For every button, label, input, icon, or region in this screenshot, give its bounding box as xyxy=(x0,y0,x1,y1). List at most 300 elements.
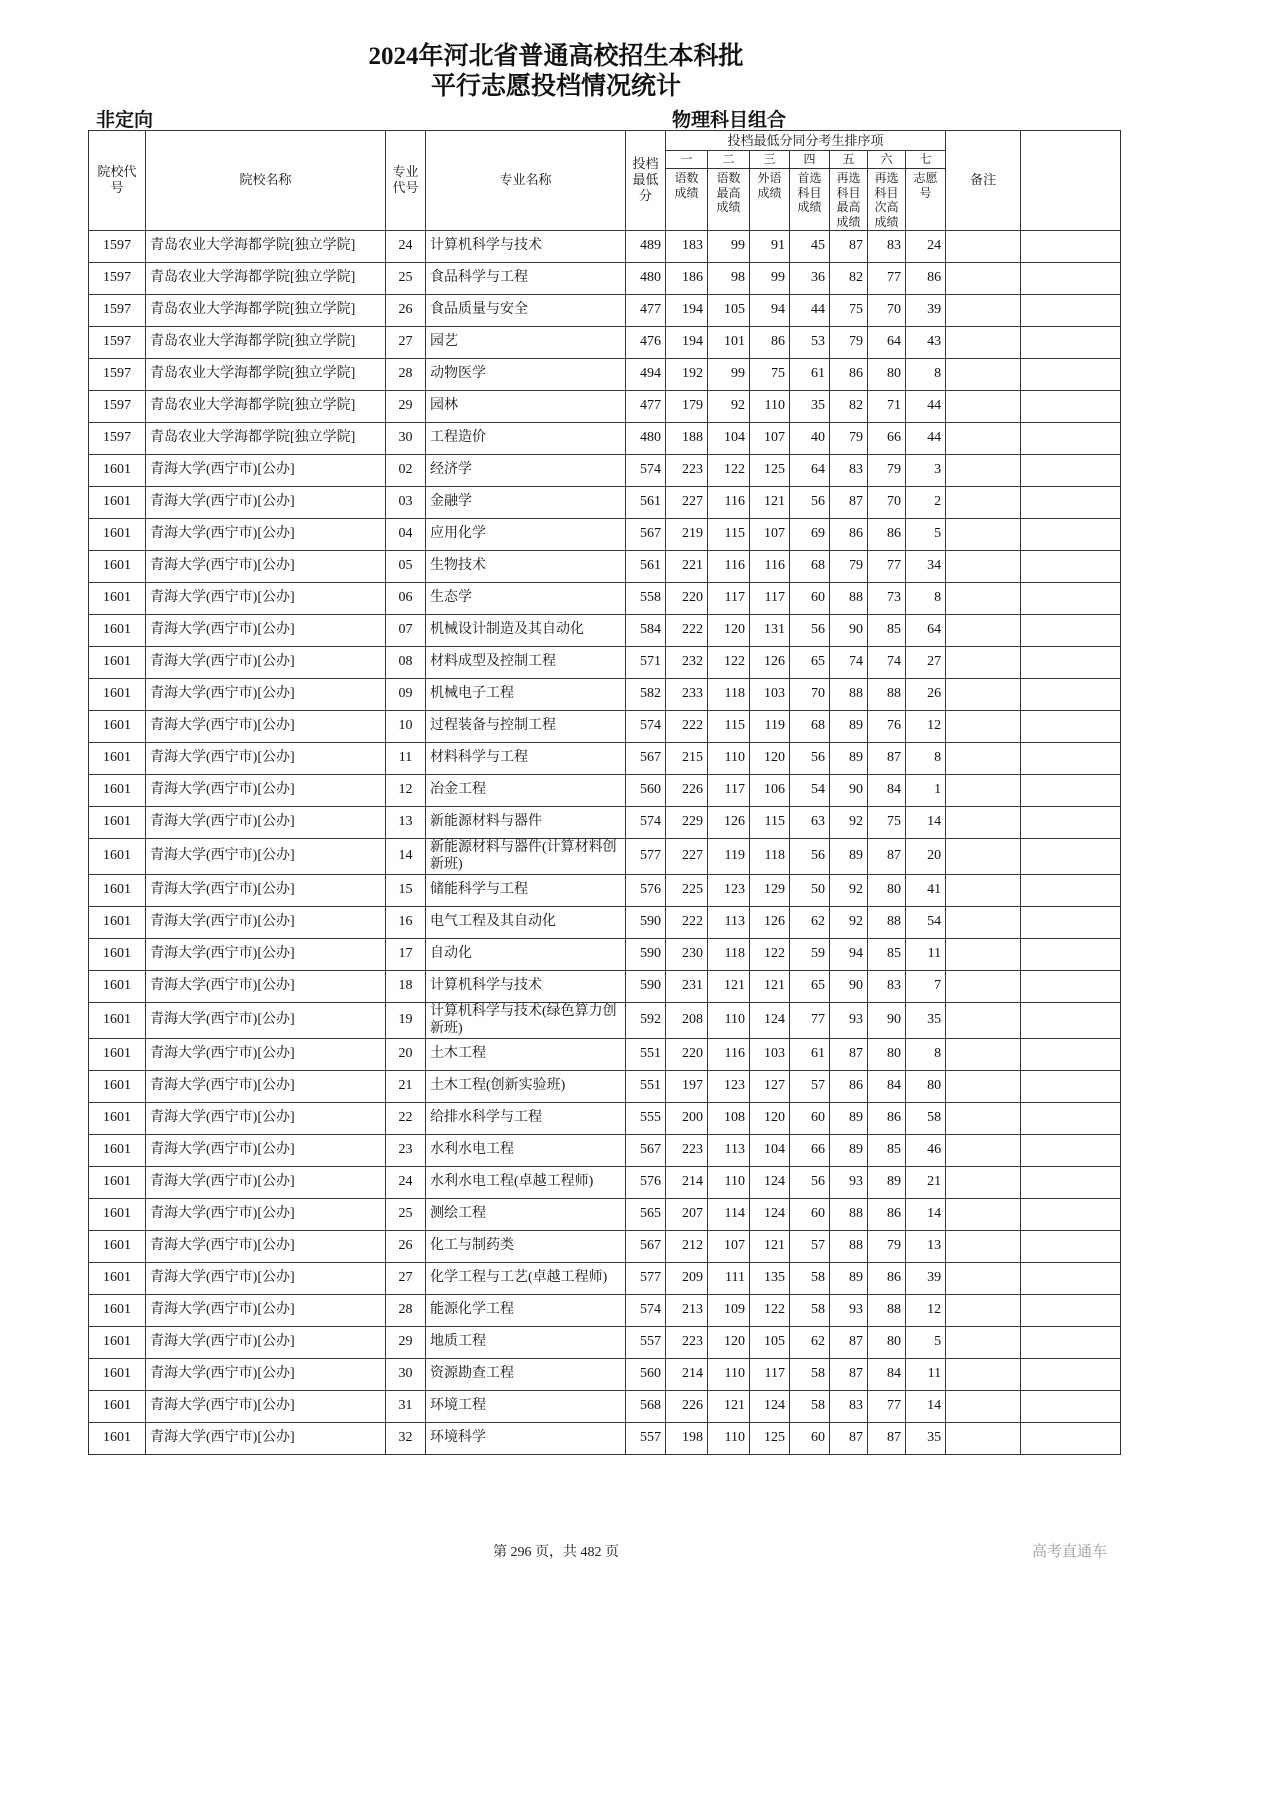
cell-sort-7: 14 xyxy=(906,806,946,838)
cell-sort-7: 35 xyxy=(906,1422,946,1454)
cell-sort-3: 119 xyxy=(750,710,790,742)
cell-major-name: 化学工程与工艺(卓越工程师) xyxy=(426,1262,626,1294)
table-body xyxy=(89,230,1121,1454)
cell-remark xyxy=(946,646,1021,678)
cell-sort-3: 115 xyxy=(750,806,790,838)
cell-major-name: 计算机科学与技术 xyxy=(426,970,626,1002)
cell-sort-5: 90 xyxy=(830,970,868,1002)
cell-sort-4: 56 xyxy=(790,1166,830,1198)
cell-sort-5: 79 xyxy=(830,422,868,454)
cell-sort-2: 98 xyxy=(708,262,750,294)
cell-sort-4: 60 xyxy=(790,1422,830,1454)
table-row xyxy=(89,1134,1121,1166)
cell-sort-5: 88 xyxy=(830,1198,868,1230)
cell-remark xyxy=(946,550,1021,582)
cell-college-code: 1601 xyxy=(89,1230,146,1262)
cell-college-name: 青海大学(西宁市)[公办] xyxy=(146,486,386,518)
cell-college-name: 青岛农业大学海都学院[独立学院] xyxy=(146,358,386,390)
cell-major-name: 生态学 xyxy=(426,582,626,614)
cell-sort-5: 93 xyxy=(830,1002,868,1038)
cell-sort-4: 56 xyxy=(790,486,830,518)
table-row xyxy=(89,1230,1121,1262)
cell-sort-4: 58 xyxy=(790,1294,830,1326)
cell-major-code: 15 xyxy=(386,874,426,906)
table-row xyxy=(89,582,1121,614)
cell-sort-3: 121 xyxy=(750,970,790,1002)
cell-remark xyxy=(946,518,1021,550)
cell-sort-1: 222 xyxy=(666,710,708,742)
cell-sort-2: 111 xyxy=(708,1262,750,1294)
cell-sort-3: 120 xyxy=(750,742,790,774)
cell-sort-4: 56 xyxy=(790,614,830,646)
cell-sort-6: 89 xyxy=(868,1166,906,1198)
table-row xyxy=(89,294,1121,326)
cell-sort-5: 92 xyxy=(830,806,868,838)
cell-min-score: 551 xyxy=(626,1070,666,1102)
cell-trailing xyxy=(1021,262,1121,294)
cell-sort-6: 73 xyxy=(868,582,906,614)
cell-college-name: 青海大学(西宁市)[公办] xyxy=(146,1230,386,1262)
cell-sort-3: 117 xyxy=(750,582,790,614)
cell-sort-7: 8 xyxy=(906,358,946,390)
cell-sort-3: 106 xyxy=(750,774,790,806)
cell-major-code: 27 xyxy=(386,1262,426,1294)
cell-sort-4: 57 xyxy=(790,1070,830,1102)
cell-sort-2: 121 xyxy=(708,1390,750,1422)
cell-remark xyxy=(946,1038,1021,1070)
cell-major-code: 02 xyxy=(386,454,426,486)
cell-sort-5: 89 xyxy=(830,1262,868,1294)
cell-college-name: 青海大学(西宁市)[公办] xyxy=(146,806,386,838)
cell-sort-5: 89 xyxy=(830,742,868,774)
cell-sort-2: 122 xyxy=(708,454,750,486)
cell-sort-2: 108 xyxy=(708,1102,750,1134)
cell-college-code: 1601 xyxy=(89,1326,146,1358)
admission-table xyxy=(88,130,1121,1455)
cell-major-name: 材料科学与工程 xyxy=(426,742,626,774)
cell-sort-4: 61 xyxy=(790,358,830,390)
cell-sort-4: 53 xyxy=(790,326,830,358)
cell-college-code: 1601 xyxy=(89,838,146,874)
cell-sort-2: 105 xyxy=(708,294,750,326)
cell-min-score: 565 xyxy=(626,1198,666,1230)
cell-sort-7: 13 xyxy=(906,1230,946,1262)
cell-sort-7: 58 xyxy=(906,1102,946,1134)
cell-sort-3: 118 xyxy=(750,838,790,874)
cell-college-code: 1601 xyxy=(89,1166,146,1198)
cell-sort-6: 90 xyxy=(868,1002,906,1038)
cell-major-code: 14 xyxy=(386,838,426,874)
cell-sort-7: 86 xyxy=(906,262,946,294)
header-sort-label-1: 语数成绩 xyxy=(666,169,708,231)
cell-sort-4: 36 xyxy=(790,262,830,294)
cell-sort-1: 192 xyxy=(666,358,708,390)
cell-sort-6: 85 xyxy=(868,938,906,970)
cell-sort-2: 110 xyxy=(708,1166,750,1198)
cell-sort-5: 87 xyxy=(830,230,868,262)
cell-sort-2: 110 xyxy=(708,1422,750,1454)
cell-major-name: 冶金工程 xyxy=(426,774,626,806)
cell-sort-3: 99 xyxy=(750,262,790,294)
table-row xyxy=(89,646,1121,678)
cell-major-name: 机械电子工程 xyxy=(426,678,626,710)
cell-sort-3: 86 xyxy=(750,326,790,358)
cell-major-code: 18 xyxy=(386,970,426,1002)
cell-sort-3: 103 xyxy=(750,1038,790,1070)
cell-trailing xyxy=(1021,938,1121,970)
cell-sort-1: 223 xyxy=(666,454,708,486)
header-min-score: 投档最低分 xyxy=(626,131,666,231)
cell-remark xyxy=(946,486,1021,518)
cell-trailing xyxy=(1021,614,1121,646)
cell-sort-1: 230 xyxy=(666,938,708,970)
cell-major-name: 经济学 xyxy=(426,454,626,486)
cell-sort-3: 131 xyxy=(750,614,790,646)
cell-sort-7: 5 xyxy=(906,1326,946,1358)
cell-college-name: 青海大学(西宁市)[公办] xyxy=(146,1390,386,1422)
plan-type-label: 非定向 xyxy=(96,110,154,131)
cell-sort-1: 194 xyxy=(666,294,708,326)
cell-sort-6: 83 xyxy=(868,230,906,262)
cell-min-score: 476 xyxy=(626,326,666,358)
cell-sort-3: 107 xyxy=(750,422,790,454)
cell-min-score: 567 xyxy=(626,742,666,774)
table-row xyxy=(89,710,1121,742)
header-sort-num-4: 四 xyxy=(790,151,830,169)
cell-remark xyxy=(946,970,1021,1002)
cell-trailing xyxy=(1021,1198,1121,1230)
cell-college-code: 1601 xyxy=(89,1198,146,1230)
cell-trailing xyxy=(1021,1422,1121,1454)
cell-sort-1: 214 xyxy=(666,1166,708,1198)
cell-sort-6: 70 xyxy=(868,294,906,326)
cell-remark xyxy=(946,806,1021,838)
cell-college-code: 1601 xyxy=(89,1038,146,1070)
section-labels xyxy=(88,102,1120,130)
cell-major-code: 32 xyxy=(386,1422,426,1454)
cell-sort-1: 226 xyxy=(666,1390,708,1422)
table-row xyxy=(89,326,1121,358)
content xyxy=(88,102,1120,1455)
cell-sort-6: 88 xyxy=(868,1294,906,1326)
cell-trailing xyxy=(1021,970,1121,1002)
cell-min-score: 560 xyxy=(626,774,666,806)
cell-major-code: 09 xyxy=(386,678,426,710)
cell-college-code: 1601 xyxy=(89,710,146,742)
header-sort-label-7: 志愿号 xyxy=(906,169,946,231)
header-sort-num-3: 三 xyxy=(750,151,790,169)
cell-sort-2: 99 xyxy=(708,358,750,390)
cell-sort-3: 107 xyxy=(750,518,790,550)
cell-sort-3: 122 xyxy=(750,1294,790,1326)
cell-sort-4: 77 xyxy=(790,1002,830,1038)
cell-remark xyxy=(946,1262,1021,1294)
cell-remark xyxy=(946,582,1021,614)
cell-sort-1: 207 xyxy=(666,1198,708,1230)
cell-sort-7: 44 xyxy=(906,390,946,422)
cell-sort-3: 120 xyxy=(750,1102,790,1134)
cell-min-score: 551 xyxy=(626,1038,666,1070)
cell-sort-5: 83 xyxy=(830,454,868,486)
cell-sort-4: 56 xyxy=(790,742,830,774)
cell-sort-4: 60 xyxy=(790,1198,830,1230)
cell-major-code: 27 xyxy=(386,326,426,358)
cell-sort-5: 89 xyxy=(830,710,868,742)
cell-min-score: 557 xyxy=(626,1326,666,1358)
cell-sort-7: 8 xyxy=(906,1038,946,1070)
cell-trailing xyxy=(1021,454,1121,486)
cell-trailing xyxy=(1021,678,1121,710)
cell-sort-7: 27 xyxy=(906,646,946,678)
table-row xyxy=(89,230,1121,262)
cell-sort-7: 39 xyxy=(906,1262,946,1294)
page-number: 第 296 页，共 482 页 xyxy=(493,1545,619,1560)
cell-sort-2: 116 xyxy=(708,550,750,582)
cell-major-code: 21 xyxy=(386,1070,426,1102)
header-sort-group: 投档最低分同分考生排序项 xyxy=(666,131,946,151)
cell-sort-1: 227 xyxy=(666,486,708,518)
cell-major-code: 19 xyxy=(386,1002,426,1038)
cell-sort-5: 82 xyxy=(830,390,868,422)
cell-college-name: 青海大学(西宁市)[公办] xyxy=(146,1002,386,1038)
cell-min-score: 577 xyxy=(626,1262,666,1294)
cell-trailing xyxy=(1021,358,1121,390)
cell-major-code: 12 xyxy=(386,774,426,806)
cell-remark xyxy=(946,1198,1021,1230)
cell-remark xyxy=(946,1230,1021,1262)
cell-sort-1: 220 xyxy=(666,1038,708,1070)
cell-major-code: 05 xyxy=(386,550,426,582)
cell-sort-5: 89 xyxy=(830,838,868,874)
cell-sort-3: 135 xyxy=(750,1262,790,1294)
cell-college-code: 1601 xyxy=(89,1358,146,1390)
header-sort-label-6: 再选科目次高成绩 xyxy=(868,169,906,231)
cell-sort-6: 80 xyxy=(868,874,906,906)
cell-major-code: 31 xyxy=(386,1390,426,1422)
table-row xyxy=(89,518,1121,550)
cell-college-name: 青海大学(西宁市)[公办] xyxy=(146,1326,386,1358)
cell-sort-2: 122 xyxy=(708,646,750,678)
cell-sort-4: 60 xyxy=(790,1102,830,1134)
cell-sort-1: 219 xyxy=(666,518,708,550)
cell-sort-7: 14 xyxy=(906,1198,946,1230)
cell-remark xyxy=(946,1070,1021,1102)
cell-major-code: 17 xyxy=(386,938,426,970)
cell-sort-6: 88 xyxy=(868,906,906,938)
cell-sort-6: 84 xyxy=(868,1358,906,1390)
cell-remark xyxy=(946,422,1021,454)
cell-sort-4: 58 xyxy=(790,1262,830,1294)
cell-sort-7: 11 xyxy=(906,938,946,970)
cell-major-code: 10 xyxy=(386,710,426,742)
cell-remark xyxy=(946,906,1021,938)
cell-sort-2: 113 xyxy=(708,906,750,938)
cell-college-code: 1601 xyxy=(89,1102,146,1134)
table-row xyxy=(89,1102,1121,1134)
cell-college-name: 青海大学(西宁市)[公办] xyxy=(146,1358,386,1390)
cell-sort-4: 50 xyxy=(790,874,830,906)
cell-remark xyxy=(946,262,1021,294)
cell-major-name: 水利水电工程(卓越工程师) xyxy=(426,1166,626,1198)
cell-sort-6: 77 xyxy=(868,262,906,294)
cell-college-name: 青海大学(西宁市)[公办] xyxy=(146,774,386,806)
cell-trailing xyxy=(1021,1134,1121,1166)
cell-sort-3: 124 xyxy=(750,1002,790,1038)
cell-college-code: 1597 xyxy=(89,390,146,422)
cell-sort-1: 186 xyxy=(666,262,708,294)
cell-sort-6: 75 xyxy=(868,806,906,838)
cell-sort-4: 45 xyxy=(790,230,830,262)
cell-sort-2: 123 xyxy=(708,1070,750,1102)
table-row xyxy=(89,454,1121,486)
cell-remark xyxy=(946,1294,1021,1326)
cell-sort-7: 80 xyxy=(906,1070,946,1102)
table-row xyxy=(89,1262,1121,1294)
cell-college-code: 1601 xyxy=(89,614,146,646)
cell-major-code: 25 xyxy=(386,262,426,294)
cell-trailing xyxy=(1021,1038,1121,1070)
cell-college-name: 青海大学(西宁市)[公办] xyxy=(146,678,386,710)
header-major-code: 专业代号 xyxy=(386,131,426,231)
cell-major-name: 材料成型及控制工程 xyxy=(426,646,626,678)
cell-sort-3: 121 xyxy=(750,486,790,518)
cell-sort-7: 44 xyxy=(906,422,946,454)
cell-min-score: 477 xyxy=(626,390,666,422)
cell-sort-1: 183 xyxy=(666,230,708,262)
cell-sort-5: 89 xyxy=(830,1134,868,1166)
cell-min-score: 584 xyxy=(626,614,666,646)
cell-trailing xyxy=(1021,906,1121,938)
cell-college-code: 1601 xyxy=(89,1422,146,1454)
cell-major-name: 土木工程(创新实验班) xyxy=(426,1070,626,1102)
cell-major-code: 24 xyxy=(386,1166,426,1198)
cell-college-name: 青岛农业大学海都学院[独立学院] xyxy=(146,390,386,422)
header-sort-label-3: 外语成绩 xyxy=(750,169,790,231)
cell-sort-2: 110 xyxy=(708,1002,750,1038)
cell-college-name: 青岛农业大学海都学院[独立学院] xyxy=(146,294,386,326)
cell-sort-3: 110 xyxy=(750,390,790,422)
cell-major-name: 新能源材料与器件 xyxy=(426,806,626,838)
cell-trailing xyxy=(1021,486,1121,518)
table-row xyxy=(89,1038,1121,1070)
cell-remark xyxy=(946,390,1021,422)
cell-major-name: 电气工程及其自动化 xyxy=(426,906,626,938)
cell-major-code: 06 xyxy=(386,582,426,614)
cell-sort-1: 222 xyxy=(666,614,708,646)
cell-sort-6: 87 xyxy=(868,1422,906,1454)
cell-sort-2: 92 xyxy=(708,390,750,422)
cell-college-name: 青海大学(西宁市)[公办] xyxy=(146,838,386,874)
header-college-name: 院校名称 xyxy=(146,131,386,231)
cell-trailing xyxy=(1021,326,1121,358)
cell-remark xyxy=(946,678,1021,710)
cell-sort-7: 8 xyxy=(906,582,946,614)
cell-remark xyxy=(946,774,1021,806)
cell-remark xyxy=(946,1422,1021,1454)
cell-major-name: 金融学 xyxy=(426,486,626,518)
cell-min-score: 574 xyxy=(626,1294,666,1326)
cell-college-code: 1597 xyxy=(89,326,146,358)
cell-sort-6: 84 xyxy=(868,774,906,806)
cell-college-code: 1601 xyxy=(89,582,146,614)
cell-trailing xyxy=(1021,1326,1121,1358)
cell-college-name: 青海大学(西宁市)[公办] xyxy=(146,1198,386,1230)
cell-major-name: 资源勘查工程 xyxy=(426,1358,626,1390)
subject-group-label: 物理科目组合 xyxy=(672,110,787,131)
cell-college-name: 青岛农业大学海都学院[独立学院] xyxy=(146,422,386,454)
cell-major-code: 28 xyxy=(386,358,426,390)
header-major-name: 专业名称 xyxy=(426,131,626,231)
cell-min-score: 561 xyxy=(626,550,666,582)
cell-college-code: 1601 xyxy=(89,518,146,550)
cell-major-name: 食品科学与工程 xyxy=(426,262,626,294)
cell-trailing xyxy=(1021,1294,1121,1326)
header-sort-label-5: 再选科目最高成绩 xyxy=(830,169,868,231)
header-sort-num-2: 二 xyxy=(708,151,750,169)
cell-min-score: 477 xyxy=(626,294,666,326)
cell-college-code: 1601 xyxy=(89,806,146,838)
cell-major-code: 23 xyxy=(386,1134,426,1166)
cell-college-code: 1597 xyxy=(89,262,146,294)
cell-min-score: 489 xyxy=(626,230,666,262)
cell-min-score: 567 xyxy=(626,518,666,550)
cell-sort-3: 129 xyxy=(750,874,790,906)
cell-college-code: 1601 xyxy=(89,1134,146,1166)
cell-trailing xyxy=(1021,742,1121,774)
cell-sort-1: 231 xyxy=(666,970,708,1002)
cell-major-name: 动物医学 xyxy=(426,358,626,390)
cell-remark xyxy=(946,938,1021,970)
cell-sort-6: 64 xyxy=(868,326,906,358)
cell-trailing xyxy=(1021,646,1121,678)
cell-college-code: 1601 xyxy=(89,906,146,938)
cell-sort-2: 119 xyxy=(708,838,750,874)
cell-college-code: 1601 xyxy=(89,1294,146,1326)
cell-sort-4: 62 xyxy=(790,906,830,938)
cell-trailing xyxy=(1021,1230,1121,1262)
cell-college-name: 青岛农业大学海都学院[独立学院] xyxy=(146,262,386,294)
cell-remark xyxy=(946,1102,1021,1134)
cell-trailing xyxy=(1021,1262,1121,1294)
cell-min-score: 590 xyxy=(626,906,666,938)
cell-college-code: 1601 xyxy=(89,454,146,486)
cell-trailing xyxy=(1021,1070,1121,1102)
table-row xyxy=(89,806,1121,838)
cell-sort-6: 87 xyxy=(868,838,906,874)
cell-major-code: 24 xyxy=(386,230,426,262)
table-row xyxy=(89,774,1121,806)
cell-trailing xyxy=(1021,518,1121,550)
cell-sort-6: 70 xyxy=(868,486,906,518)
cell-major-name: 储能科学与工程 xyxy=(426,874,626,906)
cell-sort-2: 123 xyxy=(708,874,750,906)
cell-sort-2: 101 xyxy=(708,326,750,358)
cell-sort-4: 35 xyxy=(790,390,830,422)
cell-min-score: 555 xyxy=(626,1102,666,1134)
cell-sort-6: 86 xyxy=(868,1262,906,1294)
cell-sort-4: 54 xyxy=(790,774,830,806)
page-title-line2: 平行志愿投档情况统计 xyxy=(430,73,681,100)
cell-trailing xyxy=(1021,710,1121,742)
cell-sort-5: 79 xyxy=(830,550,868,582)
cell-trailing xyxy=(1021,230,1121,262)
cell-sort-1: 223 xyxy=(666,1326,708,1358)
table-row xyxy=(89,1422,1121,1454)
cell-sort-1: 212 xyxy=(666,1230,708,1262)
cell-college-code: 1597 xyxy=(89,294,146,326)
cell-min-score: 568 xyxy=(626,1390,666,1422)
cell-sort-1: 226 xyxy=(666,774,708,806)
